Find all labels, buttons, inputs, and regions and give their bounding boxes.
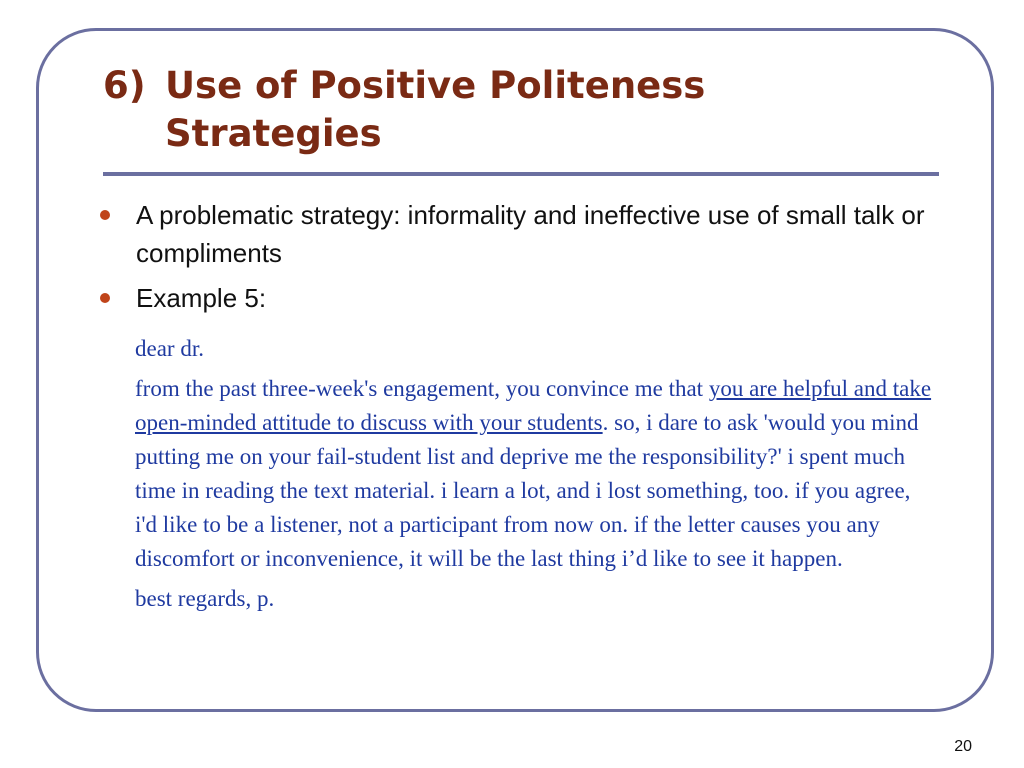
letter-body-underlined: you are helpful and take open-minded attitude to discuss with your students [135, 376, 932, 435]
page-number: 20 [954, 738, 972, 755]
slide-title [103, 62, 923, 158]
bullet-dot-icon [100, 210, 110, 220]
example-letter [135, 332, 935, 622]
letter-body-end: . so, i dare to ask 'would you mind putting me on your fail-student list and deprive me the responsibility?' i spent much time in reading the text material. i learn a lot, and i lost something, too. if you agree, i'd like to be a listener, not a participant from now on. if the letter causes you any discomfort or inconvenience, it will be the last thing i’d like to see it happen. [135, 410, 919, 571]
bullet-list [96, 196, 936, 324]
letter-body-start: from the past three-week's engagement, you convince me that [135, 376, 709, 401]
letter-closing: best regards, p. [135, 586, 275, 611]
bullet-text: A problematic strategy: informality and ineffective use of small talk or compliments [136, 200, 925, 268]
letter-body [135, 372, 935, 576]
bullet-item [96, 279, 936, 317]
title-divider [103, 172, 939, 176]
title-line-1: Use of Positive Politeness [165, 64, 706, 107]
title-number: 6) [103, 64, 146, 107]
letter-salutation: dear dr. [135, 336, 204, 361]
bullet-dot-icon [100, 293, 110, 303]
bullet-text: Example 5: [136, 283, 267, 313]
bullet-item [96, 196, 936, 272]
title-line-2: Strategies [165, 112, 382, 155]
